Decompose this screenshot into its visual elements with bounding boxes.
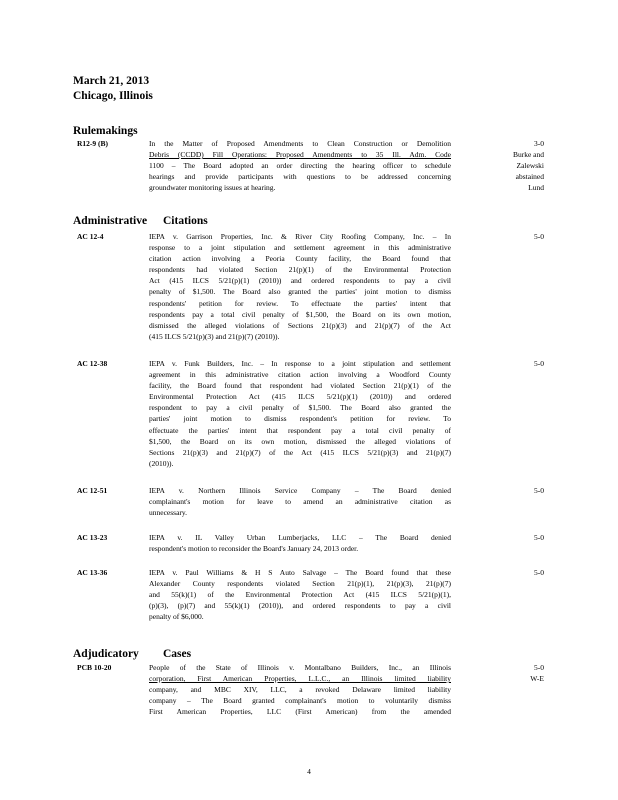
- summary-line: parties' joint motion to dismiss respondent's petition for review. To: [149, 414, 451, 424]
- meeting-city: Chicago, Illinois: [73, 90, 153, 102]
- summary-line: penalty of $1,500. The Board also granted the parties' joint motion to dismiss: [149, 287, 451, 297]
- case-number: PCB 10-20: [77, 663, 112, 672]
- summary-line: IEPA v. Paul Williams & H S Auto Salvage – The Board found that these: [149, 568, 451, 577]
- summary-line: (2010)).: [149, 458, 174, 468]
- case-summary-r12-9: [149, 138, 451, 193]
- summary-line: IEPA v. Northern Illinois Service Company – The Board denied: [149, 486, 451, 495]
- section-subtitle: Cases: [163, 648, 192, 660]
- summary-line: hearings and provide participants with questions to be addressed concerning: [149, 172, 451, 182]
- summary-line: and 55(k)(1) of the Environmental Protection Act (415 ILCS 5/21(p)(1),: [149, 590, 451, 600]
- summary-line: 1100 – The Board adopted an order directing the hearing officer to schedule: [149, 161, 451, 171]
- summary-line: agreement in this administrative citation action involving a Woodford County: [149, 370, 451, 380]
- summary-line: company, and MBC XIV, LLC, a revoked Delaware limited liability: [149, 685, 451, 695]
- vote-line: Lund: [528, 183, 544, 193]
- summary-line: penalty of $6,000.: [149, 612, 204, 622]
- section-title: Administrative: [73, 215, 148, 227]
- summary-line: respondents pay a total civil penalty of $1,500, the Board on its own motion,: [149, 309, 451, 319]
- case-summary-ac12-4: [149, 231, 451, 342]
- summary-line: First American Properties, LLC (First American) from the amended: [149, 707, 451, 717]
- summary-line: respondent's motion to reconsider the Board's January 24, 2013 order.: [149, 544, 359, 554]
- summary-line: People of the State of Illinois v. Montalbano Builders, Inc., an Illinois: [149, 663, 451, 672]
- section-title: Rulemakings: [73, 125, 138, 137]
- summary-line: Debris (CCDD) Fill Operations: Proposed Amendments to 35 Ill. Adm. Code: [149, 150, 451, 160]
- case-number: R12-9 (B): [77, 139, 109, 148]
- section-subtitle: Citations: [163, 215, 208, 227]
- case-number: AC 13-36: [77, 568, 108, 577]
- vote-ac12-51: 5-0: [534, 486, 544, 495]
- case-summary-ac13-36: [149, 567, 451, 622]
- summary-line: $1,500, the Board on its own motion, dismissed the alleged violations of: [149, 436, 451, 446]
- section-rulemakings: [73, 124, 138, 138]
- vote-ac13-23: 5-0: [534, 533, 544, 542]
- summary-line: Environmental Protection Act (415 ILCS 5/21(p)(1) (2010)) and ordered: [149, 392, 451, 402]
- vote-ac13-36: 5-0: [534, 568, 544, 577]
- vote-line: 5-0: [534, 663, 544, 672]
- vote-ac12-38: 5-0: [534, 359, 544, 368]
- case-summary-ac13-23: [149, 532, 451, 554]
- case-summary-ac12-38: [149, 358, 451, 469]
- vote-line: Burke and: [512, 150, 544, 160]
- case-summary-pcb10-20: [149, 662, 451, 717]
- vote-line: abstained: [515, 172, 544, 182]
- section-title: Adjudicatory: [73, 648, 139, 660]
- summary-line: response to a joint stipulation and settlement agreement in this administrative: [149, 243, 451, 253]
- section-adjudicatory: [73, 647, 192, 661]
- case-summary-ac12-51: [149, 485, 451, 518]
- summary-line: complainant's motion for leave to amend an administrative citation as: [149, 497, 451, 507]
- summary-line: IEPA v. Funk Builders, Inc. – In response to a joint stipulation and settlement: [149, 359, 451, 368]
- summary-line: respondents had violated Section 21(p)(1) of the Environmental Protection: [149, 265, 451, 275]
- summary-line: respondent to pay a civil penalty of $1,500. The Board also granted the: [149, 403, 451, 413]
- meeting-date: March 21, 2013: [73, 75, 150, 87]
- vote-line: Zalewski: [516, 161, 544, 171]
- summary-line: (415 ILCS 5/21(p)(3) and 21(p)(7) (2010)).: [149, 331, 280, 341]
- vote-r12-9: [484, 138, 544, 193]
- page-number: 4: [307, 767, 311, 776]
- summary-line: groundwater monitoring issues at hearing.: [149, 183, 276, 193]
- summary-line: Sections 21(p)(3) and 21(p)(7) of the Act (415 ILCS 5/21(p)(3) and 21(p)(7): [149, 447, 451, 457]
- summary-line: corporation, First American Properties, L.L.C., an Illinois limited liability: [149, 674, 451, 684]
- summary-line: facility, the Board found that respondent had violated Section 21(p)(1) of the: [149, 381, 451, 391]
- vote-line: W-E: [530, 674, 544, 684]
- summary-line: citation action involving a Peoria County facility, the Board found that: [149, 254, 451, 264]
- case-number: AC 12-38: [77, 359, 108, 368]
- section-administrative: [73, 214, 208, 228]
- summary-line: (p)(3), (p)(7) and 55(k)(1) (2010)), and ordered respondents to pay a civil: [149, 601, 451, 611]
- summary-line: Act (415 ILCS 5/21(p)(1) (2010)) and ordered respondents to pay a civil: [149, 276, 451, 286]
- summary-line: IEPA v. IL Valley Urban Lumberjacks, LLC – The Board denied: [149, 533, 451, 542]
- vote-line: 3-0: [534, 139, 544, 148]
- summary-line: company – The Board granted complainant's motion to voluntarily dismiss: [149, 696, 451, 706]
- case-number: AC 12-51: [77, 486, 108, 495]
- summary-line: unnecessary.: [149, 508, 188, 518]
- summary-line: effectuate the parties' intent that respondent pay a total civil penalty of: [149, 425, 451, 435]
- vote-ac12-4: 5-0: [534, 232, 544, 241]
- summary-line: dismissed the alleged violations of Sections 21(p)(3) and 21(p)(7) of the Act: [149, 320, 451, 330]
- vote-pcb10-20: [484, 662, 544, 684]
- case-number: AC 13-23: [77, 533, 108, 542]
- summary-line: In the Matter of Proposed Amendments to Clean Construction or Demolition: [149, 139, 451, 148]
- case-number: AC 12-4: [77, 232, 104, 241]
- summary-line: Alexander County respondents violated Section 21(p)(1), 21(p)(3), 21(p)(7): [149, 579, 451, 589]
- summary-line: IEPA v. Garrison Properties, Inc. & River City Roofing Company, Inc. – In: [149, 232, 451, 241]
- summary-line: respondents' petition for review. To effectuate the parties' intent that: [149, 298, 451, 308]
